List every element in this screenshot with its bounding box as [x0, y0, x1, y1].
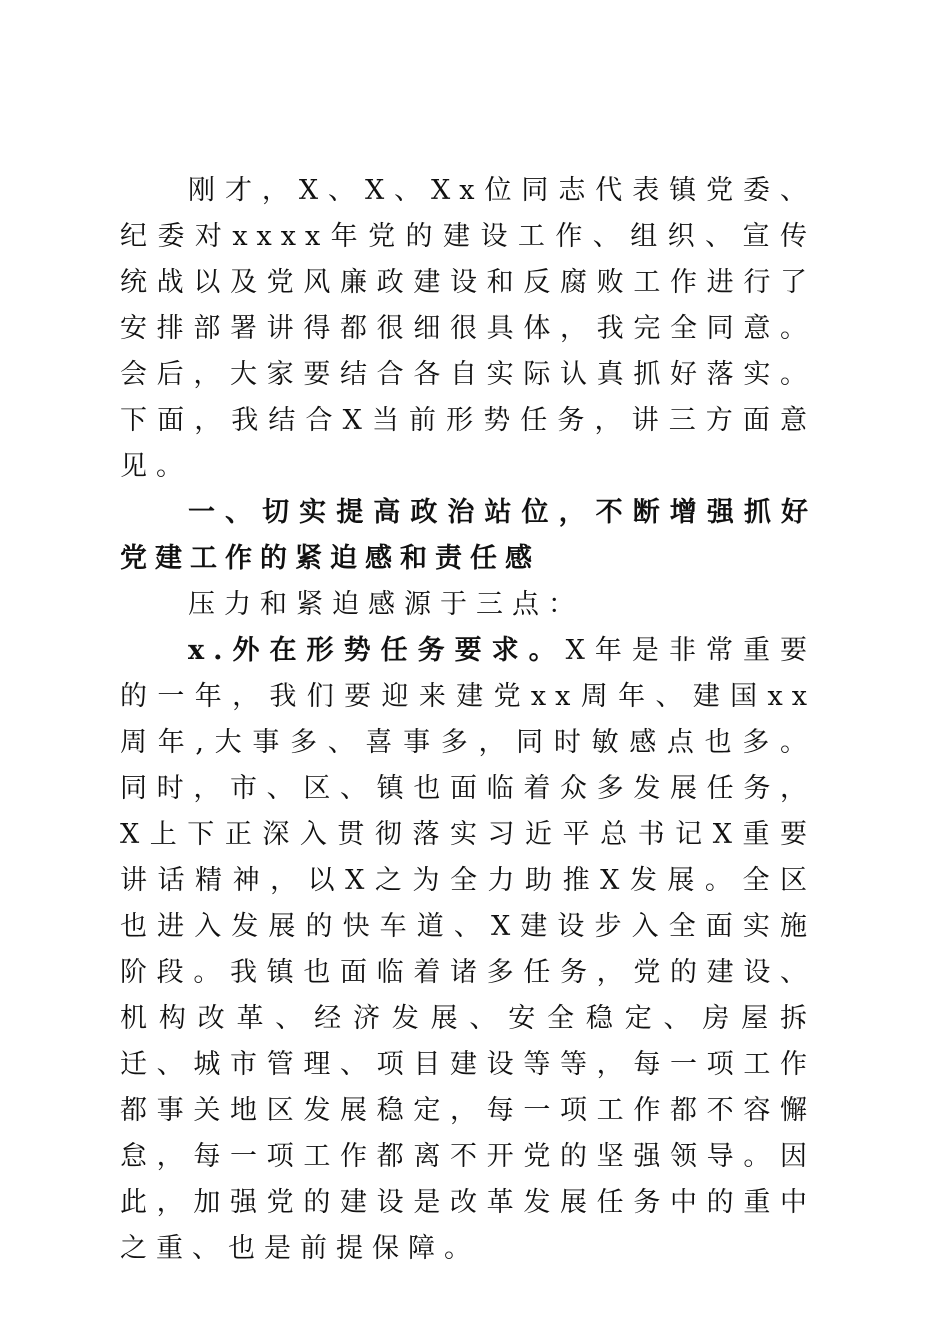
- section-heading-1: 一、切实提高政治站位，不断增强抓好党建工作的紧迫感和责任感: [120, 497, 816, 574]
- intro-paragraph: 刚才，X、X、Xx位同志代表镇党委、纪委对xxxx年党的建设工作、组织、宣传统战以及党风廉政建设和反腐败工作进行了安排部署讲得都很细很具体，我完全同意。会后，大家要结合各自实际认真抓好落实。下面，我结合X当前形势任务，讲三方面意见。: [120, 175, 816, 482]
- document-body: [120, 168, 816, 1272]
- point-1-paragraph: [120, 628, 816, 1272]
- point-1-lead: x.外在形势任务要求。: [188, 635, 566, 666]
- pressure-paragraph: 压力和紧迫感源于三点：: [188, 589, 584, 620]
- point-1-body: X年是非常重要的一年，我们要迎来建党xx周年、建国xx周年,大事多、喜事多，同时敏感点也多。同时，市、区、镇也面临着众多发展任务，X上下正深入贯彻落实习近平总书记X重要讲话精神，以X之为全力助推X发展。全区也进入发展的快车道、X建设步入全面实施阶段。我镇也面临着诸多任务，党的建设、机构改革、经济发展、安全稳定、房屋拆迁、城市管理、项目建设等等，每一项工作都事关地区发展稳定，每一项工作都不容懈怠，每一项工作都离不开党的坚强领导。因此，加强党的建设是改革发展任务中的重中之重、也是前提保障。: [120, 635, 816, 1264]
